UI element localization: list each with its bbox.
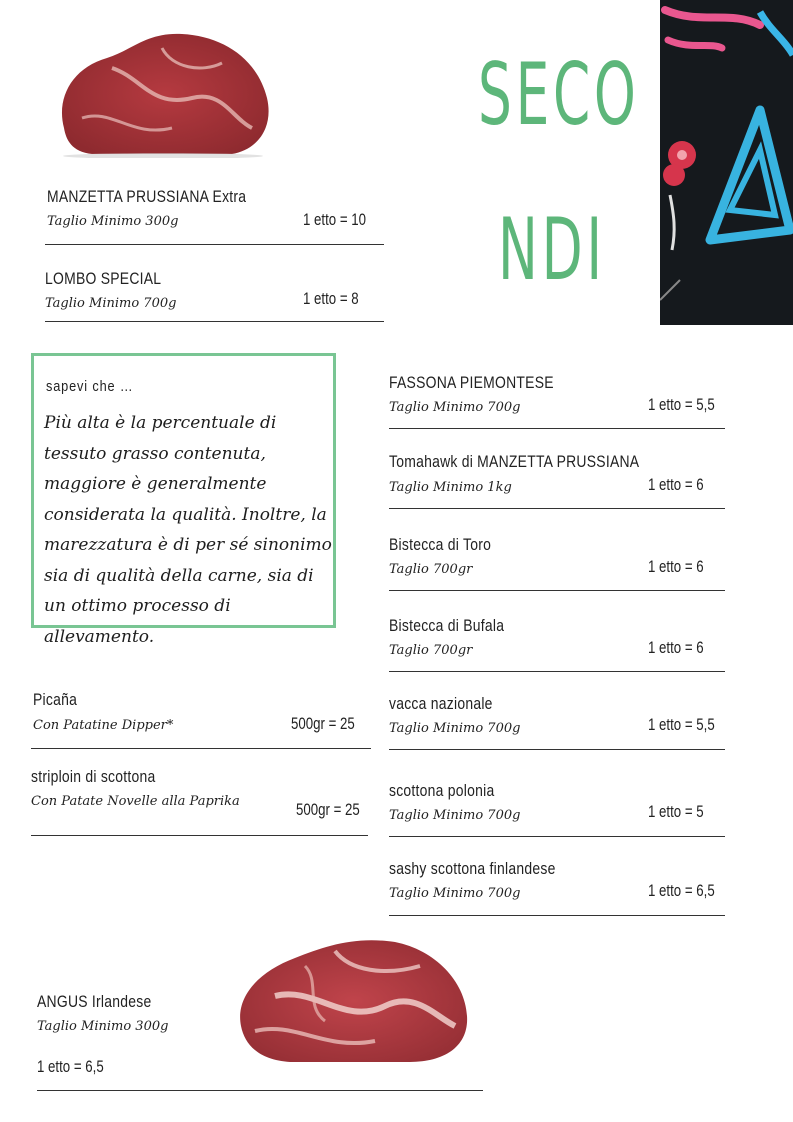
menu-item-note: Con Patatine Dipper* — [33, 718, 174, 733]
menu-item-price: 500gr = 25 — [296, 800, 360, 819]
menu-item-note: Taglio 700gr — [389, 562, 473, 577]
menu-item-note: Taglio Minimo 700g — [389, 400, 521, 415]
menu-item-note: Taglio Minimo 300g — [47, 214, 179, 229]
menu-item-price: 1 etto = 5,5 — [648, 395, 715, 414]
menu-item-price: 1 etto = 6 — [648, 638, 704, 657]
menu-item-name: vacca nazionale — [389, 694, 493, 713]
menu-item-price: 1 etto = 5,5 — [648, 715, 715, 734]
menu-item-price: 1 etto = 6,5 — [648, 881, 715, 900]
menu-item-note: Con Patate Novelle alla Paprika — [31, 794, 240, 809]
menu-item-note: Taglio Minimo 700g — [389, 886, 521, 901]
divider — [37, 1090, 483, 1091]
menu-item-name: ANGUS Irlandese — [37, 992, 152, 1011]
menu-item-price: 1 etto = 10 — [303, 210, 367, 229]
menu-item-note: Taglio Minimo 300g — [37, 1019, 169, 1034]
menu-item-name: scottona polonia — [389, 781, 495, 800]
section-title-line-1: SECO — [478, 45, 640, 145]
menu-item-price: 1 etto = 5 — [648, 802, 704, 821]
menu-item-name: Bistecca di Bufala — [389, 616, 505, 635]
divider — [31, 748, 371, 749]
decorative-neon-panel — [660, 0, 793, 325]
divider — [45, 321, 384, 322]
divider — [389, 671, 725, 672]
menu-item-price: 1 etto = 6 — [648, 557, 704, 576]
info-text: Più alta è la percentuale di tessuto grasso contenuta, maggiore è generalmente considerata la qualità. Inoltre, la marezzatura è di per sé sinonimo sia di qualità della carne, sia di un ottimo processo di allevamento. — [44, 413, 332, 647]
menu-item-price: 500gr = 25 — [291, 714, 355, 733]
divider — [389, 915, 725, 916]
menu-item-name: LOMBO SPECIAL — [45, 269, 162, 288]
divider — [389, 428, 725, 429]
info-heading: sapevi che … — [46, 378, 134, 395]
divider — [389, 749, 725, 750]
menu-item-note: Taglio Minimo 1kg — [389, 480, 512, 495]
menu-item-name: Picaña — [33, 690, 78, 709]
divider — [389, 508, 725, 509]
divider — [389, 590, 725, 591]
menu-item-name: MANZETTA PRUSSIANA Extra — [47, 187, 247, 206]
menu-item-price: 1 etto = 6 — [648, 475, 704, 494]
divider — [45, 244, 384, 245]
menu-item-name: striploin di scottona — [31, 767, 156, 786]
menu-item-price: 1 etto = 6,5 — [37, 1057, 104, 1076]
divider — [31, 835, 368, 836]
did-you-know-box — [31, 353, 336, 647]
menu-item-name: sashy scottona finlandese — [389, 859, 556, 878]
menu-item-name: Bistecca di Toro — [389, 535, 492, 554]
meat-photo-top — [52, 28, 274, 158]
section-title-line-2: NDI — [498, 200, 606, 300]
menu-item-name: Tomahawk di MANZETTA PRUSSIANA — [389, 452, 640, 471]
menu-item-note: Taglio Minimo 700g — [389, 721, 521, 736]
menu-item-note: Taglio Minimo 700g — [389, 808, 521, 823]
menu-item-note: Taglio 700gr — [389, 643, 473, 658]
meat-photo-bottom — [235, 936, 471, 1066]
menu-item-price: 1 etto = 8 — [303, 289, 359, 308]
menu-item-note: Taglio Minimo 700g — [45, 296, 177, 311]
menu-item-name: FASSONA PIEMONTESE — [389, 373, 554, 392]
divider — [389, 836, 725, 837]
